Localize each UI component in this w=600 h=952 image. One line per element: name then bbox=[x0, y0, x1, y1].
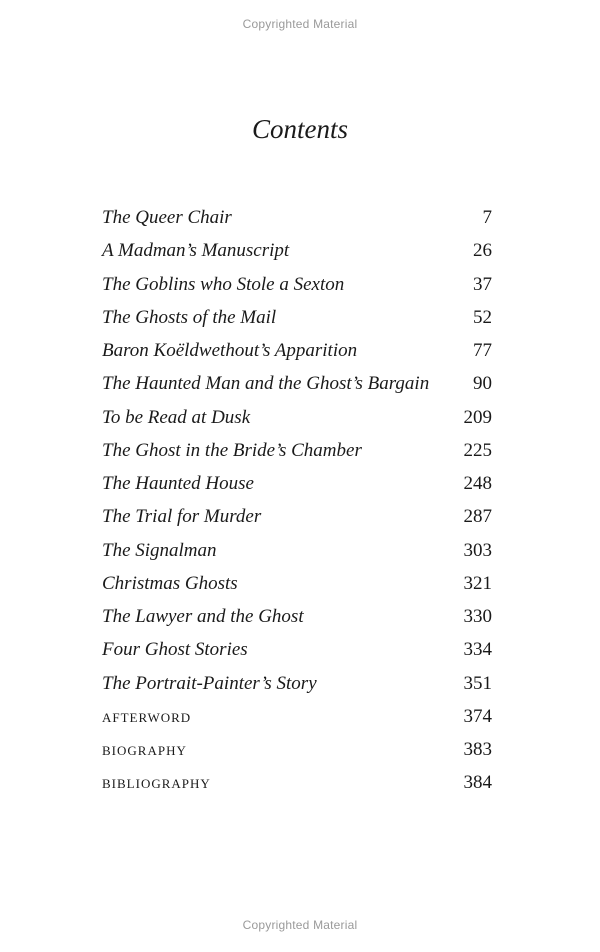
watermark-top: Copyrighted Material bbox=[242, 17, 358, 31]
toc-entry-biography bbox=[102, 733, 492, 766]
toc-entry-brides-chamber bbox=[102, 434, 492, 467]
toc-entry-page: 374 bbox=[463, 705, 492, 727]
toc-entry-page: 225 bbox=[463, 439, 492, 461]
toc-entry-page: 321 bbox=[463, 572, 492, 594]
toc-entry-title: Four Ghost Stories bbox=[102, 639, 248, 661]
toc-entry-page: 90 bbox=[473, 373, 492, 395]
toc-entry-christmas-ghosts bbox=[102, 567, 492, 600]
toc-entry-page: 384 bbox=[463, 772, 492, 794]
toc-entry-title: The Portrait-Painter’s Story bbox=[102, 672, 317, 694]
toc-entry-trial-murder bbox=[102, 500, 492, 533]
toc-entry-title: The Trial for Murder bbox=[102, 506, 262, 528]
toc-entry-title: The Ghosts of the Mail bbox=[102, 306, 277, 328]
page-title: Contents bbox=[251, 114, 348, 144]
toc-entry-baron-apparition bbox=[102, 334, 492, 367]
toc-entry-page: 209 bbox=[463, 406, 492, 428]
toc-entry-title: The Signalman bbox=[102, 539, 217, 561]
toc-entry-title: The Lawyer and the Ghost bbox=[102, 606, 304, 627]
toc-entry-afterword bbox=[102, 700, 492, 733]
toc-entry-page: 26 bbox=[473, 240, 492, 262]
toc-entry-page: 248 bbox=[463, 473, 492, 494]
toc-entry-signalman bbox=[102, 534, 492, 567]
toc-entry-page: 37 bbox=[473, 273, 492, 295]
toc-entry-title: Christmas Ghosts bbox=[102, 572, 238, 594]
toc-entry-four-ghost-stories bbox=[102, 633, 492, 666]
toc-entry-page: 287 bbox=[463, 506, 492, 528]
toc-entry-page: 334 bbox=[463, 639, 492, 661]
toc-entry-title: bibliography bbox=[102, 772, 211, 793]
toc-entry-madmans-manuscript bbox=[102, 234, 492, 267]
toc-entry-page: 383 bbox=[463, 739, 492, 760]
toc-entry-title: The Haunted Man and the Ghost’s Bargain bbox=[102, 373, 430, 395]
toc-entry-page: 7 bbox=[482, 207, 492, 228]
toc-entry-title: The Ghost in the Bride’s Chamber bbox=[102, 439, 362, 461]
toc-entry-title: biography bbox=[102, 739, 187, 759]
toc-entry-haunted-house bbox=[102, 467, 492, 500]
toc-entry-goblins-sexton bbox=[102, 268, 492, 301]
toc-entry-lawyer-ghost bbox=[102, 600, 492, 633]
toc-entry-read-at-dusk bbox=[102, 401, 492, 434]
toc-entry-title: The Queer Chair bbox=[102, 207, 232, 228]
toc-entry-bibliography bbox=[102, 766, 492, 799]
toc-entry-title: The Haunted House bbox=[102, 473, 254, 494]
toc-entry-page: 351 bbox=[463, 672, 492, 694]
toc-entry-haunted-man bbox=[102, 367, 492, 400]
table-of-contents bbox=[102, 201, 492, 800]
toc-entry-title: The Goblins who Stole a Sexton bbox=[102, 273, 345, 295]
toc-entry-title: A Madman’s Manuscript bbox=[102, 240, 290, 262]
toc-entry-page: 330 bbox=[463, 606, 492, 627]
toc-entry-title: Baron Koëldwethout’s Apparition bbox=[102, 340, 358, 361]
toc-entry-page: 52 bbox=[473, 306, 492, 328]
toc-entry-ghosts-mail bbox=[102, 301, 492, 334]
toc-entry-portrait-painter bbox=[102, 667, 492, 700]
watermark-bottom: Copyrighted Material bbox=[242, 918, 358, 932]
toc-entry-page: 77 bbox=[473, 340, 492, 361]
toc-entry-title: afterword bbox=[102, 705, 192, 726]
toc-entry-queer-chair bbox=[102, 201, 492, 234]
toc-entry-title: To be Read at Dusk bbox=[102, 406, 251, 428]
toc-entry-page: 303 bbox=[463, 539, 492, 561]
